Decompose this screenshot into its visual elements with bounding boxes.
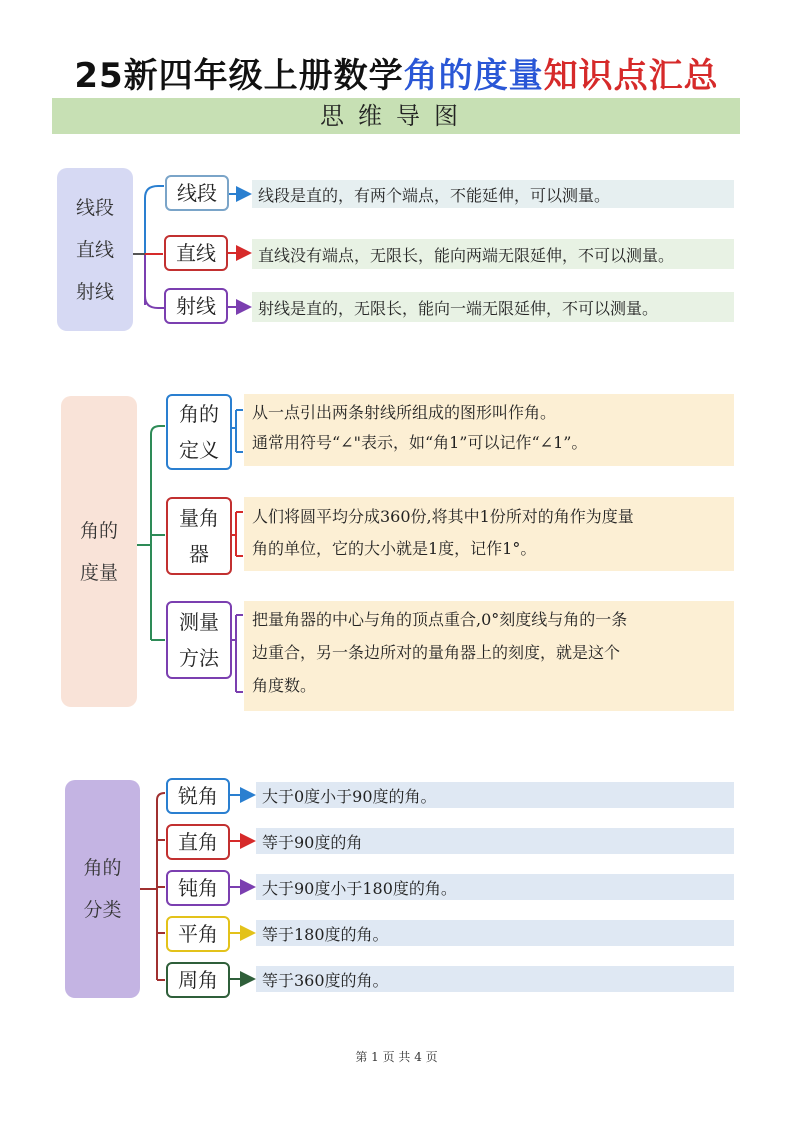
section2-sub-brackets xyxy=(231,410,243,692)
category-angle-classification-line1: 角的 xyxy=(83,857,122,879)
label-protractor-line1: 量角 xyxy=(179,506,219,530)
title-highlight-summary: 知识点汇总 xyxy=(543,56,719,96)
label-ray: 射线 xyxy=(164,288,228,324)
category-angle-classification xyxy=(65,780,140,998)
label-measuring-method-line1: 测量 xyxy=(179,610,219,634)
desc-protractor-line2: 角的单位，它的大小就是1度，记作1°。 xyxy=(252,539,537,558)
category-angle-measure-line2: 度量 xyxy=(79,561,118,584)
desc-full-angle: 等于360度的角。 xyxy=(256,966,734,992)
section3-bracket xyxy=(140,793,165,980)
label-line-segment: 线段 xyxy=(165,175,229,211)
category-line-segment: 线段 xyxy=(75,196,114,219)
label-angle-definition-line2: 定义 xyxy=(179,438,219,462)
desc-acute-angle: 大于0度小于90度的角。 xyxy=(256,782,734,808)
title-main: 25新四年级上册数学 xyxy=(74,56,404,96)
section2-bracket xyxy=(137,426,165,640)
desc-angle-definition-line2: 通常用符号“∠"表示，如“角1”可以记作“∠1”。 xyxy=(252,433,588,452)
label-protractor-line2: 器 xyxy=(189,542,209,566)
title-highlight-topic: 角的度量 xyxy=(403,56,544,96)
category-angle-measure-line1: 角的 xyxy=(79,519,118,542)
label-acute-angle: 锐角 xyxy=(166,778,230,814)
label-obtuse-angle: 钝角 xyxy=(166,870,230,906)
category-ray: 射线 xyxy=(75,280,114,303)
desc-measuring-method-line3: 角度数。 xyxy=(252,676,317,695)
label-right-angle: 直角 xyxy=(166,824,230,860)
desc-angle-definition xyxy=(244,394,734,466)
desc-measuring-method-line2: 边重合，另一条边所对的量角器上的刻度，就是这个 xyxy=(252,643,621,662)
page-footer: 第 1 页 共 4 页 xyxy=(355,1050,438,1064)
desc-line-segment: 线段是直的，有两个端点，不能延伸，可以测量。 xyxy=(252,180,734,208)
desc-protractor xyxy=(244,497,734,571)
desc-straight-angle: 等于180度的角。 xyxy=(256,920,734,946)
desc-right-angle: 等于90度的角 xyxy=(256,828,734,854)
desc-obtuse-angle: 大于90度小于180度的角。 xyxy=(256,874,734,900)
banner-label: 思维导图 xyxy=(320,102,472,130)
label-angle-definition-line1: 角的 xyxy=(179,402,219,426)
desc-ray: 射线是直的，无限长，能向一端无限延伸，不可以测量。 xyxy=(252,292,734,322)
label-protractor xyxy=(166,497,232,575)
label-measuring-method xyxy=(166,601,232,679)
category-lines xyxy=(57,168,133,331)
label-straight-angle: 平角 xyxy=(166,916,230,952)
desc-protractor-line1: 人们将圆平均分成360份,将其中1份所对的角作为度量 xyxy=(252,507,634,526)
label-full-angle: 周角 xyxy=(166,962,230,998)
section3-arrows xyxy=(229,795,254,979)
category-straight-line: 直线 xyxy=(75,238,114,261)
desc-angle-definition-line1: 从一点引出两条射线所组成的图形叫作角。 xyxy=(252,403,557,422)
category-angle-measure xyxy=(61,396,137,707)
label-measuring-method-line2: 方法 xyxy=(179,646,219,670)
desc-straight-line: 直线没有端点，无限长，能向两端无限延伸，不可以测量。 xyxy=(252,239,734,269)
desc-measuring-method xyxy=(244,601,734,711)
label-angle-definition xyxy=(166,394,232,470)
label-straight-line: 直线 xyxy=(164,235,228,271)
desc-measuring-method-line1: 把量角器的中心与角的顶点重合,0°刻度线与角的一条 xyxy=(252,610,628,629)
category-angle-classification-line2: 分类 xyxy=(83,899,122,921)
